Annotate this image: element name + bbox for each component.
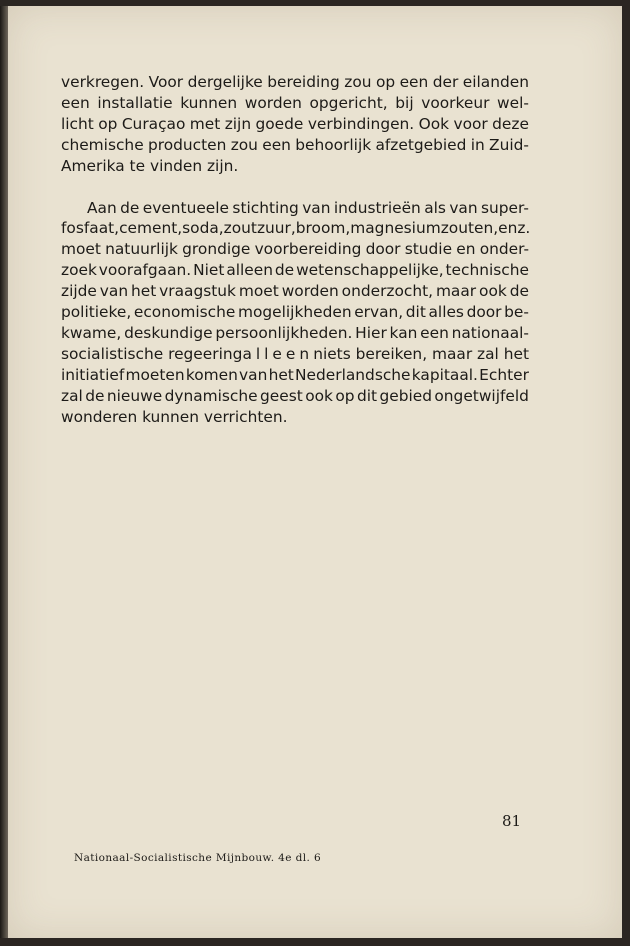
text-line: [61, 135, 529, 156]
word: cement,: [119, 219, 183, 238]
word: als: [424, 198, 446, 217]
word: alles: [428, 303, 464, 322]
word: initiatief: [61, 365, 125, 384]
word: wetenschappelijke,: [296, 261, 444, 280]
word: door: [466, 303, 502, 322]
body-text: [61, 72, 529, 428]
text-line: [61, 323, 529, 344]
word: afzetgebied: [375, 135, 467, 154]
word: op: [375, 73, 396, 91]
word: een: [61, 93, 90, 112]
word: voorafgaan.: [98, 261, 192, 280]
word: zoutzuur,: [223, 219, 296, 238]
word: de: [274, 261, 295, 280]
word: fosfaat,: [61, 219, 120, 238]
word: een: [262, 135, 291, 154]
word: technische: [445, 261, 529, 280]
word: be-: [504, 303, 529, 322]
word: het: [130, 282, 157, 301]
word: Niet: [193, 261, 225, 280]
word: politieke,: [61, 303, 132, 322]
word: economische: [133, 303, 236, 322]
text-line: [61, 386, 529, 407]
word: Aan: [87, 198, 117, 217]
word: komen: [185, 365, 238, 384]
text-line: [61, 302, 529, 323]
word: zal: [61, 386, 83, 405]
word: voorkeur: [421, 93, 490, 112]
word: Ook: [418, 114, 450, 133]
word: zou: [344, 73, 372, 91]
word: maar: [435, 282, 477, 301]
word: nationaal-: [451, 323, 529, 342]
word: grondige: [182, 240, 251, 259]
text-line: [61, 239, 529, 260]
word: de: [120, 198, 140, 217]
word: eilanden: [462, 73, 529, 91]
word: magnesiumzouten,: [350, 219, 499, 238]
word: op: [335, 386, 355, 405]
paragraph-1: [61, 72, 529, 177]
word: ervan,: [354, 303, 404, 322]
word: Zuid-: [489, 135, 529, 154]
word: zijn: [224, 114, 252, 133]
word: soda,: [182, 219, 224, 238]
text-line: [61, 260, 529, 281]
word: wel-: [497, 93, 529, 112]
word: moeten: [125, 365, 185, 384]
word: zou: [230, 135, 258, 154]
text-line: [61, 93, 529, 114]
word: enz.: [498, 219, 531, 238]
word: het: [268, 365, 294, 384]
paragraph-2: [61, 198, 529, 428]
emphasized-word: alleen: [242, 344, 314, 363]
word: van: [99, 282, 129, 301]
text-line: Amerika te vinden zijn.: [61, 156, 239, 175]
word: bij: [395, 93, 414, 112]
word: met: [189, 114, 221, 133]
word: opgericht,: [309, 93, 388, 112]
word: voor: [453, 114, 488, 133]
word: studie: [404, 240, 453, 259]
footer-signature-line: Nationaal-Socialistische Mijnbouw. 4e dl. 6: [74, 852, 322, 864]
word: verbindingen.: [307, 114, 415, 133]
word: ook: [305, 386, 333, 405]
word: geest: [260, 386, 303, 405]
text-line: [61, 114, 529, 135]
word: verkregen.: [61, 73, 145, 91]
word: dit: [356, 386, 378, 405]
word: kunnen: [180, 93, 238, 112]
word: kapitaal.: [411, 365, 478, 384]
paragraph-gap: [61, 177, 529, 198]
word: Echter: [479, 365, 529, 384]
word: en: [456, 240, 476, 259]
word: producten: [147, 135, 227, 154]
word: nieuwe: [106, 386, 163, 405]
word: Curaçao: [121, 114, 186, 133]
word: behoorlijk: [295, 135, 372, 154]
word: gebied: [379, 386, 432, 405]
word: moet: [61, 240, 101, 259]
text-line-emphasis: [61, 344, 529, 365]
word: dit: [405, 303, 426, 322]
word: van: [239, 365, 268, 384]
word: bereiding: [267, 73, 340, 91]
text-segment: socialistische regeering: [61, 344, 243, 363]
word: super-: [481, 198, 529, 217]
word: goede: [255, 114, 304, 133]
word: eventueele: [142, 198, 230, 217]
word: deskundige: [124, 323, 213, 342]
word: vraagstuk: [159, 282, 236, 301]
word: der: [432, 73, 459, 91]
text-line: [61, 218, 529, 239]
text-line: [61, 365, 529, 386]
word: de: [85, 386, 105, 405]
word: zijde: [61, 282, 97, 301]
word: in: [470, 135, 485, 154]
word: op: [98, 114, 118, 133]
word: alleen: [226, 261, 273, 280]
text-segment: niets bereiken, maar zal het: [313, 344, 529, 363]
word: van: [302, 198, 331, 217]
text-line: [61, 72, 529, 93]
word: onderzocht,: [341, 282, 434, 301]
word: mogelijkheden: [237, 303, 352, 322]
word: de: [509, 282, 529, 301]
word: Voor: [148, 73, 184, 91]
book-spine-edge: [0, 6, 8, 938]
word: installatie: [97, 93, 173, 112]
word: ongetwijfeld: [434, 386, 529, 405]
word: een: [399, 73, 429, 91]
word: dergelijke: [187, 73, 263, 91]
text-line: [61, 281, 529, 302]
word: kwame,: [61, 323, 122, 342]
word: Hier: [355, 323, 387, 342]
word: licht: [61, 114, 94, 133]
word: Nederlandsche: [295, 365, 411, 384]
word: natuurlijk: [105, 240, 178, 259]
word: van: [449, 198, 478, 217]
word: kan: [389, 323, 418, 342]
word: stichting: [232, 198, 299, 217]
page-number: 81: [502, 812, 522, 830]
word: chemische: [61, 135, 144, 154]
word: persoonlijkheden.: [215, 323, 353, 342]
word: deze: [492, 114, 529, 133]
text-line: [61, 198, 529, 219]
word: door: [365, 240, 401, 259]
word: onder-: [479, 240, 529, 259]
word: industrieën: [333, 198, 421, 217]
text-line: wonderen kunnen verrichten.: [61, 407, 288, 426]
word: broom,: [295, 219, 351, 238]
word: ook: [479, 282, 507, 301]
word: zoek: [61, 261, 97, 280]
word: dynamische: [164, 386, 258, 405]
word: worden: [244, 93, 302, 112]
word: een: [420, 323, 449, 342]
word: moet: [238, 282, 279, 301]
word: voorbereiding: [254, 240, 362, 259]
word: worden: [281, 282, 339, 301]
